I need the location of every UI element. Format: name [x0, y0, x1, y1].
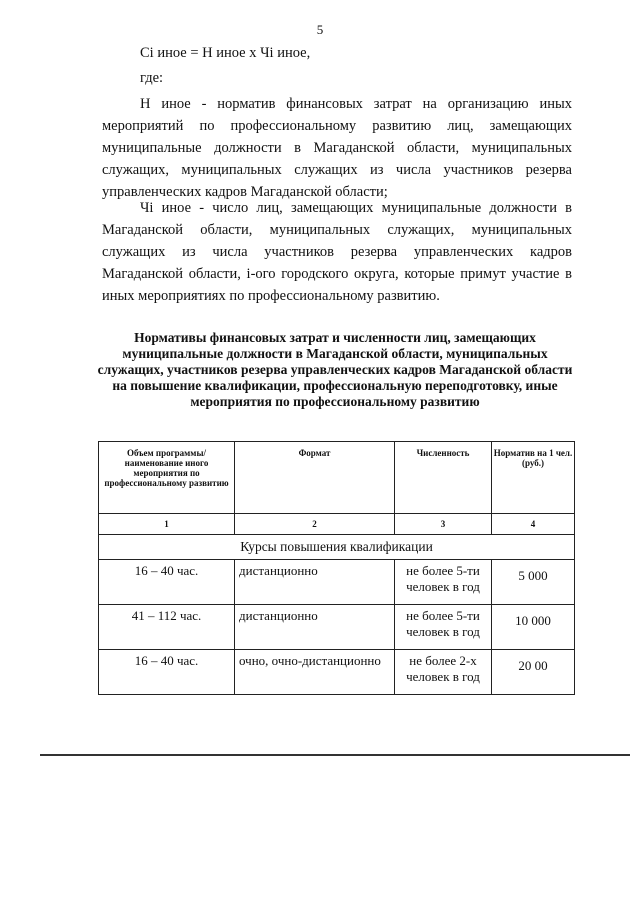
table-row: [99, 605, 575, 650]
cell-count: не более 5-ти человек в год: [395, 560, 492, 605]
cell-norm: 20 00: [492, 650, 575, 695]
norms-table: [98, 441, 575, 695]
header-count: Численность: [395, 442, 492, 514]
column-number: 1: [99, 514, 235, 535]
header-volume: Объем программы/наименование иного мероприятия по профессиональному развитию: [99, 442, 235, 514]
section-row: [99, 535, 575, 560]
cell-volume: 16 – 40 час.: [99, 560, 235, 605]
cell-count: не более 2-х человек в год: [395, 650, 492, 695]
paragraph-norm-definition: Н иное - норматив финансовых затрат на организацию иных мероприятий по профессиональному развитию лиц, замещающих муниципальные должности в Магаданской области, муниципальных служащих, муниципальных служащих из числа участников резерва управленческих кадров Магаданской области;: [102, 96, 572, 200]
bottom-rule: [40, 754, 630, 756]
page-number: 5: [316, 22, 324, 37]
paragraph-count-definition: Чi иное - число лиц, замещающих муниципальные должности в Магаданской области, муниципальных служащих, муниципальных служащих из числа участников резерва управленческих кадров Магаданской области, i-ого городского округа, которые примут участие в иных мероприятиях по профессиональному развитию.: [102, 200, 572, 304]
cell-format: дистанционно: [235, 560, 395, 605]
column-number-row: [99, 514, 575, 535]
column-number: 2: [235, 514, 395, 535]
table-row: [99, 650, 575, 695]
cell-format: очно, очно-дистанционно: [235, 650, 395, 695]
cell-volume: 16 – 40 час.: [99, 650, 235, 695]
cell-volume: 41 – 112 час.: [99, 605, 235, 650]
cell-norm: 5 000: [492, 560, 575, 605]
header-format: Формат: [235, 442, 395, 514]
section-title: Курсы повышения квалификации: [99, 535, 575, 560]
cell-format: дистанционно: [235, 605, 395, 650]
where-label: где:: [140, 70, 164, 86]
formula: Сi иное = Н иное х Чi иное,: [140, 45, 311, 61]
table-title: Нормативы финансовых затрат и численности лиц, замещающих муниципальные должности в Магаданской области, муниципальных служащих, участников резерва управленческих кадров Магаданской области на повышение квалификации, профессиональную переподготовку, иные мероприятия по профессиональному развитию: [97, 330, 573, 409]
cell-norm: 10 000: [492, 605, 575, 650]
column-number: 4: [492, 514, 575, 535]
table-row: [99, 560, 575, 605]
table-header-row: [99, 442, 575, 514]
column-number: 3: [395, 514, 492, 535]
cell-count: не более 5-ти человек в год: [395, 605, 492, 650]
header-norm: Норматив на 1 чел. (руб.): [492, 442, 575, 514]
